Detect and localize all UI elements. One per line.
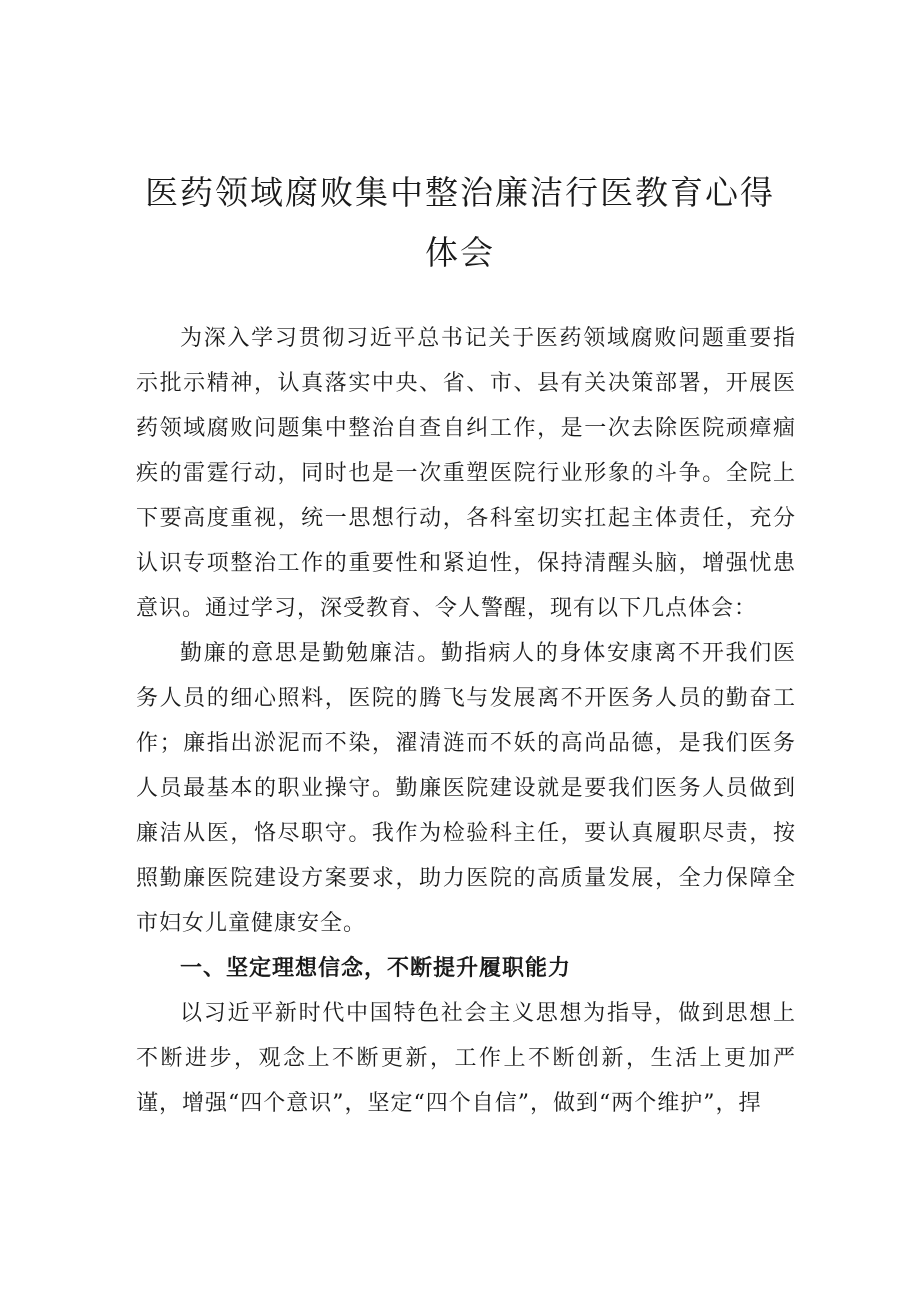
- paragraph-section-1: 以习近平新时代中国特色社会主义思想为指导，做到思想上不断进步，观念上不断更新，工作上不断创新，生活上更加严谨，增强“四个意识”，坚定“四个自信”，做到“两个维护”，捍: [136, 1001, 796, 1116]
- document-body: [136, 316, 796, 1126]
- paragraph-intro: 为深入学习贯彻习近平总书记关于医药领域腐败问题重要指示批示精神，认真落实中央、省、市、县有关决策部署，开展医药领域腐败问题集中整治自查自纠工作，是一次去除医院顽瘴痼疾的雷霆行动，同时也是一次重塑医院行业形象的斗争。全院上下要高度重视，统一思想行动，各科室切实扛起主体责任，充分认识专项整治工作的重要性和紧迫性，保持清醒头脑，增强忧患意识。通过学习，深受教育、令人警醒，现有以下几点体会：: [136, 326, 796, 621]
- document-title: [120, 163, 800, 283]
- paragraph-qinlian: 勤廉的意思是勤勉廉洁。勤指病人的身体安康离不开我们医务人员的细心照料，医院的腾飞与发展离不开医务人员的勤奋工作；廉指出淤泥而不染，濯清涟而不妖的高尚品德，是我们医务人员最基本的职业操守。勤廉医院建设就是要我们医务人员做到廉洁从医，恪尽职守。我作为检验科主任，要认真履职尽责，按照勤廉医院建设方案要求，助力医院的高质量发展，全力保障全市妇女儿童健康安全。: [136, 641, 796, 936]
- section-heading-1: 一、坚定理想信念，不断提升履职能力: [180, 956, 572, 981]
- title-line-2: 体会: [425, 233, 495, 272]
- title-line-1: 医药领域腐败集中整治廉洁行医教育心得: [145, 173, 775, 212]
